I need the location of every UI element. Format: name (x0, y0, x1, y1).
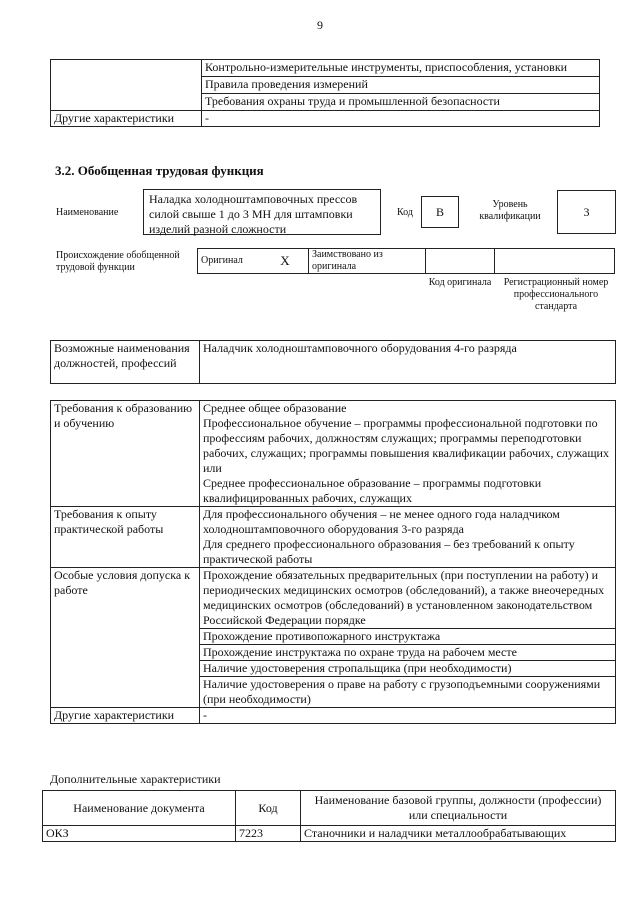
condition-item: Наличие удостоверения о праве на работу с грузоподъемными сооружениями (при необходимости) (200, 677, 616, 708)
top-table-other-value: - (202, 111, 600, 127)
condition-item: Прохождение обязательных предварительных (при поступлении на работу) и периодических медицинских осмотров (обследований), а также внеочередных медицинских осмотров (обследований) в установленном законодательством Российской Федерации порядке (200, 568, 616, 629)
page-number: 9 (317, 18, 323, 32)
additional-table (42, 790, 616, 842)
name-label: Наименование (56, 207, 119, 218)
code-label: Код (397, 207, 413, 218)
condition-item: Наличие удостоверения стропальщика (при необходимости) (200, 661, 616, 677)
section-title: 3.2. Обобщенная трудовая функция (55, 163, 264, 178)
condition-item: Прохождение инструктажа по охране труда на рабочем месте (200, 645, 616, 661)
level-label: Уровень квалификации (479, 199, 541, 222)
top-table-row: Контрольно-измерительные инструменты, приспособления, установки (202, 60, 600, 77)
experience-label: Требования к опыту практической работы (51, 507, 200, 568)
experience-line: Для среднего профессионального образования – без требований к опыту практической работы (203, 537, 575, 566)
positions-table (50, 340, 616, 384)
top-table-other-label: Другие характеристики (51, 111, 202, 127)
origin-label: Происхождение обобщенной трудовой функции (56, 250, 180, 273)
additional-header: Код (236, 791, 301, 826)
additional-header: Наименование документа (43, 791, 236, 826)
function-name-box: Наладка холодноштамповочных прессов силой свыше 1 до 3 МН для штамповки изделий разной сложности (143, 189, 381, 235)
requirements-table (50, 400, 616, 724)
positions-label: Возможные наименования должностей, профессий (51, 341, 200, 384)
conditions-label: Особые условия допуска к работе (51, 568, 200, 708)
requirements-other-label: Другие характеристики (51, 708, 200, 724)
top-table-blank-cell (51, 60, 202, 111)
education-line: или (203, 461, 222, 475)
origin-table (197, 248, 615, 274)
requirements-other-value: - (200, 708, 616, 724)
education-cell (200, 401, 616, 507)
origin-code-cell (426, 249, 495, 274)
additional-header: Наименование базовой группы, должности (профессии) или специальности (301, 791, 616, 826)
code-caption: Код оригинала (428, 277, 492, 288)
education-line: Профессиональное обучение – программы профессиональной подготовки по профессиям рабочих, должностям служащих; программы переподготовки рабочих, служащих; программы повышения квалификации рабочих, служащих (203, 416, 609, 460)
additional-cell: ОКЗ (43, 826, 236, 842)
origin-reg-cell (495, 249, 615, 274)
reg-caption: Регистрационный номер профессионального стандарта (503, 277, 609, 312)
additional-cell: Станочники и наладчики металлообрабатывающих (301, 826, 616, 842)
positions-value: Наладчик холодноштамповочного оборудования 4-го разряда (200, 341, 616, 384)
education-line: Среднее общее образование (203, 401, 347, 415)
original-label: Оригинал (198, 249, 263, 274)
experience-cell (200, 507, 616, 568)
borrowed-label: Заимствовано из оригинала (309, 249, 426, 274)
top-table-row: Правила проведения измерений (202, 77, 600, 94)
original-mark: Х (262, 249, 309, 274)
condition-item: Прохождение противопожарного инструктажа (200, 629, 616, 645)
level-box: 3 (557, 190, 616, 234)
education-label: Требования к образованию и обучению (51, 401, 200, 507)
additional-cell: 7223 (236, 826, 301, 842)
top-table-row: Требования охраны труда и промышленной безопасности (202, 94, 600, 111)
top-table (50, 59, 600, 127)
experience-line: Для профессионального обучения – не менее одного года наладчиком холодноштамповочного оборудования 3-го разряда (203, 507, 560, 536)
education-line: Среднее профессиональное образование – программы подготовки квалифицированных рабочих, служащих (203, 476, 542, 505)
function-code-box: В (421, 196, 459, 228)
additional-title: Дополнительные характеристики (50, 772, 221, 786)
